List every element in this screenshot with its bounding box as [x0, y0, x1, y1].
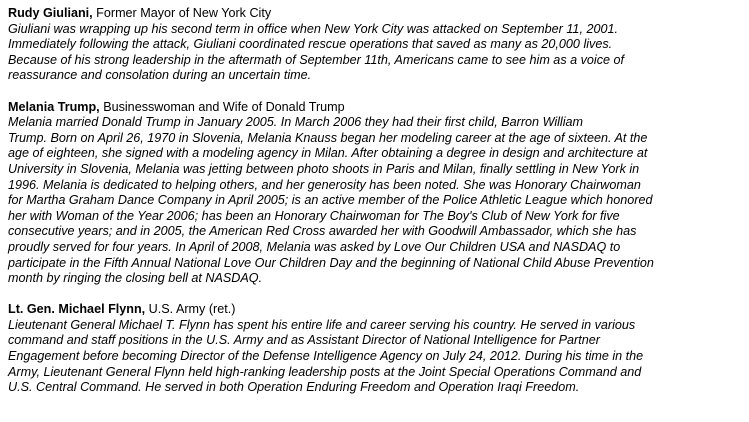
bio-text-line: Trump. Born on April 26, 1970 in Slovenia, Melania Knauss began her modeling career at the age of sixteen. At the — [8, 130, 648, 145]
bio-heading — [8, 100, 746, 116]
bio-heading — [8, 302, 746, 318]
bio-text-line: age of eighteen, she signed with a modeling agency in Milan. After obtaining a degree in design and architecture at — [8, 146, 648, 161]
bio-text-line: proudly served for four years. In April of 2008, Melania was asked by Love Our Children USA and NASDAQ to — [8, 239, 621, 254]
bio-text-line: Because of his strong leadership in the aftermath of September 11th, Americans came to see him as a voice of — [8, 52, 625, 67]
bio-heading — [8, 6, 746, 22]
bio-title: Former Mayor of New York City — [96, 6, 272, 20]
bio-text-line: her with Woman of the Year 2006; has been an Honorary Chairwoman for The Boy's Club of New York for five — [8, 208, 620, 223]
bio-title: U.S. Army (ret.) — [148, 302, 236, 317]
document-body — [8, 6, 746, 411]
bio-text-line: U.S. Central Command. He served in both Operation Enduring Freedom and Operation Iraqi Freedom. — [8, 380, 580, 395]
bio-text-line: Engagement before becoming Director of the Defense Intelligence Agency on July 24, 2012. During his time in the — [8, 349, 644, 364]
bio-text-line: month by ringing the closing bell at NASDAQ. — [8, 271, 263, 286]
bio-melania-trump — [8, 100, 746, 287]
bio-title: Businesswoman and Wife of Donald Trump — [103, 99, 345, 114]
bio-text-line: for Martha Graham Dance Company in April 2005; is an active member of the Police Athletic League which honored — [8, 193, 653, 208]
bio-giuliani — [8, 6, 746, 84]
bio-name: Lt. Gen. Michael Flynn, — [8, 302, 146, 317]
bio-text-line: Melania married Donald Trump in January 2005. In March 2006 they had their first child, Barron William — [8, 115, 584, 130]
bio-text-line: consecutive years; and in 2005, the American Red Cross awarded her with Goodwill Ambassador, which she has — [8, 224, 637, 239]
bio-text-line: 1996. Melania is dedicated to helping others, and her generosity has been noted. She was Honorary Chairwoman — [8, 177, 641, 192]
bio-text-line: command and staff positions in the U.S. Army and as Assistant Director of National Intelligence for Partner — [8, 333, 600, 348]
bio-text-line: participate in the Fifth Annual National Love Our Children Day and the beginning of National Child Abuse Prevention — [8, 255, 654, 270]
bio-text-line: Lieutenant General Michael T. Flynn has spent his entire life and career serving his country. He served in various — [8, 317, 636, 332]
bio-flynn — [8, 302, 746, 396]
bio-text-line: University in Slovenia, Melania was jetting between photo shoots in Paris and Milan, finally settling in New York in — [8, 161, 640, 176]
bio-name: Rudy Giuliani, — [8, 6, 93, 20]
bio-name: Melania Trump, — [8, 99, 100, 114]
bio-text-line: Army, Lieutenant General Flynn held high-ranking leadership posts at the Joint Special Operations Command and — [8, 364, 642, 379]
bio-text-line: Immediately following the attack, Giuliani coordinated rescue operations that saved as many as 20,000 lives. — [8, 37, 613, 52]
bio-text-line: reassurance and consolation during an uncertain time. — [8, 68, 312, 83]
bio-text-line: Giuliani was wrapping up his second term in office when New York City was attacked on September 11, 2001. — [8, 21, 618, 36]
